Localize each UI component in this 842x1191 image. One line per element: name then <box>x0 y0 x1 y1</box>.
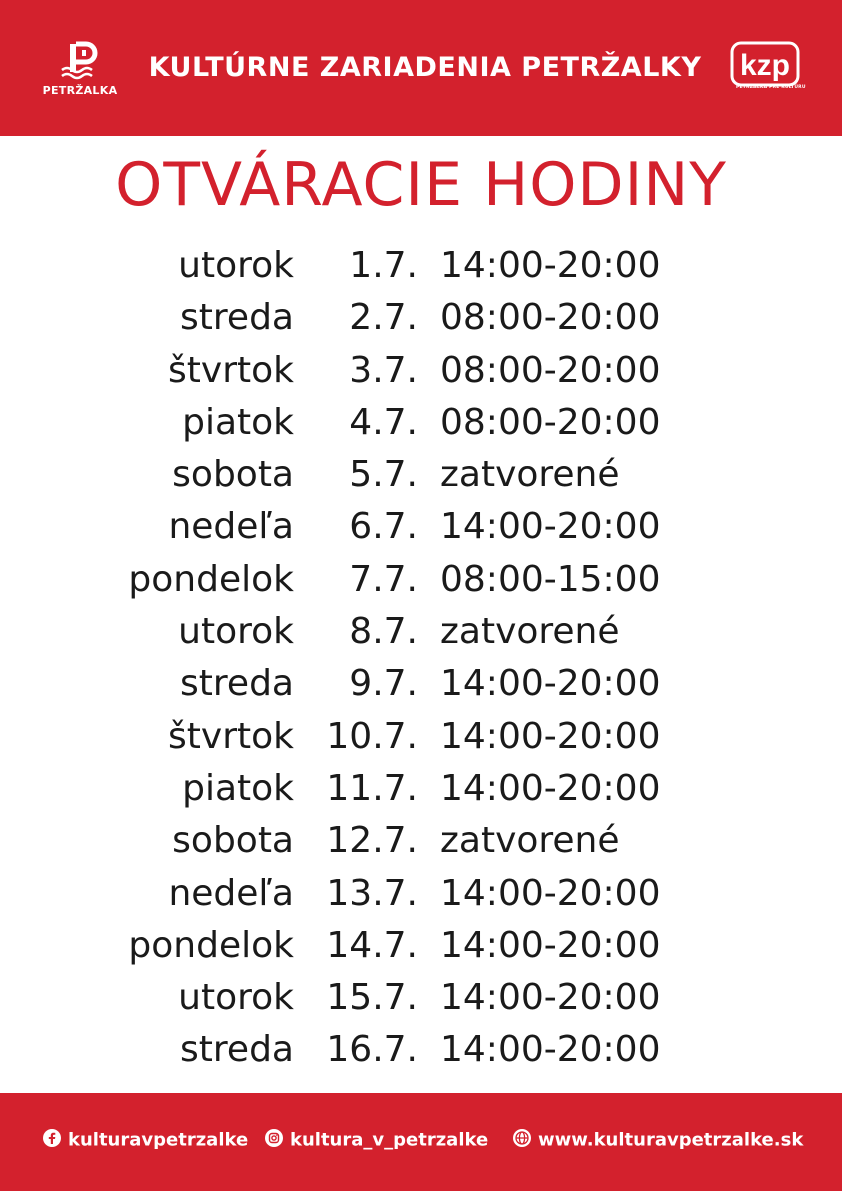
schedule-hours: 14:00-20:00 <box>440 767 661 809</box>
opening-hours-table <box>0 240 842 1077</box>
schedule-day: pondelok <box>128 924 294 966</box>
schedule-hours: 14:00-20:00 <box>440 924 661 966</box>
schedule-date: 4.7. <box>349 401 418 443</box>
schedule-day: štvrtok <box>168 715 294 757</box>
schedule-row <box>0 711 842 763</box>
schedule-row <box>0 815 842 867</box>
facebook-icon <box>42 1128 62 1148</box>
kzp-logo-text: kzp <box>739 49 791 82</box>
schedule-date: 5.7. <box>349 454 418 496</box>
facebook-link[interactable] <box>42 1128 248 1152</box>
schedule-date: 2.7. <box>349 297 418 339</box>
schedule-hours: zatvorené <box>440 454 620 496</box>
globe-icon <box>512 1128 532 1148</box>
schedule-row <box>0 1024 842 1076</box>
schedule-date: 12.7. <box>326 820 418 862</box>
schedule-hours: 14:00-20:00 <box>440 663 661 705</box>
schedule-day: sobota <box>172 820 294 862</box>
schedule-hours: 08:00-15:00 <box>440 558 661 600</box>
header-title: KULTÚRNE ZARIADENIA PETRŽALKY <box>148 52 702 83</box>
schedule-day: utorok <box>178 245 294 286</box>
schedule-hours: zatvorené <box>440 820 620 862</box>
schedule-row <box>0 920 842 972</box>
schedule-row <box>0 345 842 397</box>
schedule-day: streda <box>180 297 294 339</box>
schedule-day: nedeľa <box>168 506 294 548</box>
schedule-hours: 14:00-20:00 <box>440 715 661 757</box>
schedule-row <box>0 554 842 606</box>
schedule-row <box>0 449 842 501</box>
schedule-date: 9.7. <box>349 663 418 705</box>
instagram-icon <box>264 1128 284 1148</box>
schedule-day: streda <box>180 1029 294 1071</box>
schedule-day: utorok <box>178 611 294 653</box>
schedule-date: 6.7. <box>349 506 418 548</box>
schedule-row <box>0 658 842 710</box>
schedule-row <box>0 501 842 553</box>
schedule-date: 10.7. <box>326 715 418 757</box>
website-url: www.kulturavpetrzalke.sk <box>538 1129 804 1151</box>
schedule-date: 1.7. <box>349 245 418 286</box>
instagram-link[interactable] <box>264 1128 488 1152</box>
schedule-date: 16.7. <box>326 1029 418 1071</box>
petrzalka-logo-text: PETRŽALKA <box>42 84 118 97</box>
schedule-row <box>0 972 842 1024</box>
schedule-hours: 14:00-20:00 <box>440 977 661 1019</box>
schedule-date: 13.7. <box>326 872 418 914</box>
schedule-row <box>0 606 842 658</box>
schedule-day: streda <box>180 663 294 705</box>
schedule-hours: 14:00-20:00 <box>440 506 661 548</box>
schedule-date: 11.7. <box>326 767 418 809</box>
schedule-row <box>0 292 842 344</box>
schedule-hours: 14:00-20:00 <box>440 1029 661 1071</box>
schedule-hours: 08:00-20:00 <box>440 349 661 391</box>
schedule-row <box>0 397 842 449</box>
schedule-row <box>0 868 842 920</box>
schedule-date: 3.7. <box>349 349 418 391</box>
schedule-day: pondelok <box>128 558 294 600</box>
schedule-hours: 08:00-20:00 <box>440 297 661 339</box>
schedule-date: 14.7. <box>326 924 418 966</box>
kzp-logo-tagline: PETRŽALKA PRE KULTÚRU <box>736 85 806 90</box>
schedule-day: piatok <box>182 401 294 443</box>
page-title: OTVÁRACIE HODINY <box>115 150 727 220</box>
schedule-day: nedeľa <box>168 872 294 914</box>
facebook-handle: kulturavpetrzalke <box>68 1129 249 1151</box>
schedule-hours: 14:00-20:00 <box>440 872 661 914</box>
schedule-hours: zatvorené <box>440 611 620 653</box>
website-link[interactable] <box>512 1128 803 1152</box>
schedule-date: 15.7. <box>326 977 418 1019</box>
schedule-row <box>0 763 842 815</box>
instagram-handle: kultura_v_petrzalke <box>290 1129 489 1151</box>
schedule-date: 7.7. <box>349 558 418 600</box>
schedule-row <box>0 240 842 292</box>
schedule-date: 8.7. <box>349 611 418 653</box>
schedule-hours: 14:00-20:00 <box>440 245 661 286</box>
schedule-hours: 08:00-20:00 <box>440 401 661 443</box>
schedule-day: piatok <box>182 767 294 809</box>
schedule-day: sobota <box>172 454 294 496</box>
schedule-day: utorok <box>178 977 294 1019</box>
schedule-day: štvrtok <box>168 349 294 391</box>
